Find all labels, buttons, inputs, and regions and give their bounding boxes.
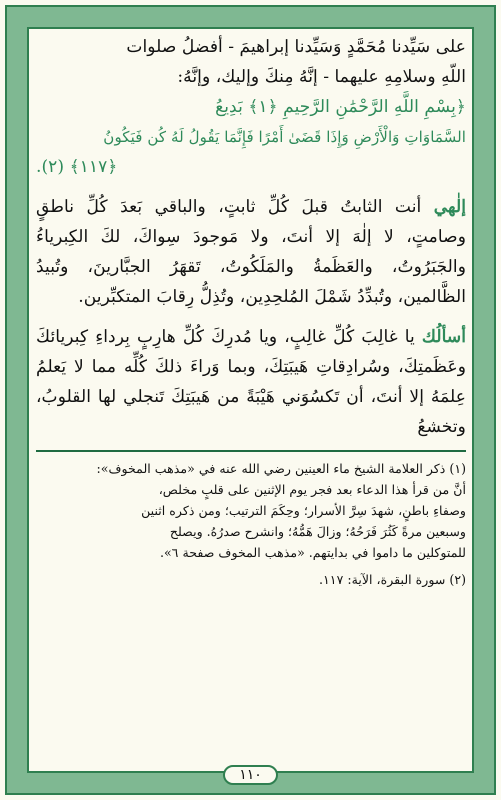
footnote-line: وصفاءِ باطنٍ، شهدَ سِرَّ الأسرار؛ وحِكَمَ الترتيب؛ ومن ذكره اثنين xyxy=(141,503,466,518)
footnote-line: وسبعين مرةً كَثُرَ فَرَحُهُ؛ وزالَ هَمُّهُ؛ وانشرح صدرُهُ. ويصلح xyxy=(169,524,466,539)
lead-word: إلٰهي xyxy=(433,197,466,217)
quran-verse-line: السَّمَاوَاتِ وَالْأَرْضِ وَإِذَا قَضَىٰ أَمْرًا فَإِنَّمَا يَقُولُ لَهُ كُن فَيَكُونُ xyxy=(103,128,466,146)
text-line: اللّهِ وسلامِهِ عليهما - إنَّهُ مِنكَ وإليك، وإنَّهُ: xyxy=(177,67,466,87)
paragraph-opening xyxy=(36,32,466,182)
page-content xyxy=(36,32,466,590)
footnote-separator xyxy=(36,450,466,452)
paragraph-text: يا غالِبَ كُلِّ غالِبٍ، ويا مُدرِكَ كُلِّ هارِبٍ بِرداءِ كِبريائكَ وعَظَمتِكَ، وسُرادِقاتِ هَيبَتِكَ، وبما وَراءَ ذلكَ كُلِّه مما لا يَعلمُ عِلمَهُ إلا أنتَ، أن تَكسُوَني هَيْبَةً من هَيبَتِكَ تَنجلي لها القلوبُ، وتخشعُ xyxy=(36,327,466,437)
text-line: على سَيِّدنا مُحَمَّدٍ وَسَيِّدنا إبراهيمَ - أفضلُ صلوات xyxy=(126,37,466,57)
quran-verse-line: ﴿بِسْمِ اللَّهِ الرَّحْمَٰنِ الرَّحِيمِ ﴿١﴾ بَدِيعُ xyxy=(215,97,466,117)
lead-word: أسألُك xyxy=(421,327,466,347)
footnote-line: للمتوكلين ما داموا في بدايتهم. «مذهب المخوف صفحة ٦». xyxy=(159,545,466,560)
footnote-2: (٢) سورة البقرة، الآية: ١١٧. xyxy=(319,572,466,587)
footnote-line: (١) ذكر العلامة الشيخ ماء العينين رضي الله عنه في «مذهب المخوف»: xyxy=(96,461,466,476)
footnote-1 xyxy=(36,458,466,563)
paragraph-asaluk xyxy=(36,322,466,442)
footnote-line: أنَّ من قرأ هذا الدعاء بعد فجر يوم الإثنين على قلبٍ مخلص، xyxy=(158,482,466,497)
quran-verse-line: ﴿١١٧﴾ (٢). xyxy=(36,157,118,177)
page-number-label: ١١٠ xyxy=(223,765,278,785)
paragraph-text: أنت الثابتُ قبلَ كُلِّ ثابتٍ، والباقي بَعدَ كُلِّ ناطقٍ وصامتٍ، لا إلٰهَ إلا أنتَ، ولا مَوجودَ سِواكَ، لكَ الكِبرياءُ والجَبَرُوتُ، والعَظَمةُ والمَلَكُوتُ، تَقهَرُ الجبَّارينَ، وتُبيدُ الظَّالمين، وتُبدِّدُ شَمْلَ المُلحِدِين، وتُذِلُّ رِقابَ المتكبِّرين. xyxy=(36,197,466,307)
page-number xyxy=(0,764,501,785)
paragraph-ilahi xyxy=(36,192,466,312)
